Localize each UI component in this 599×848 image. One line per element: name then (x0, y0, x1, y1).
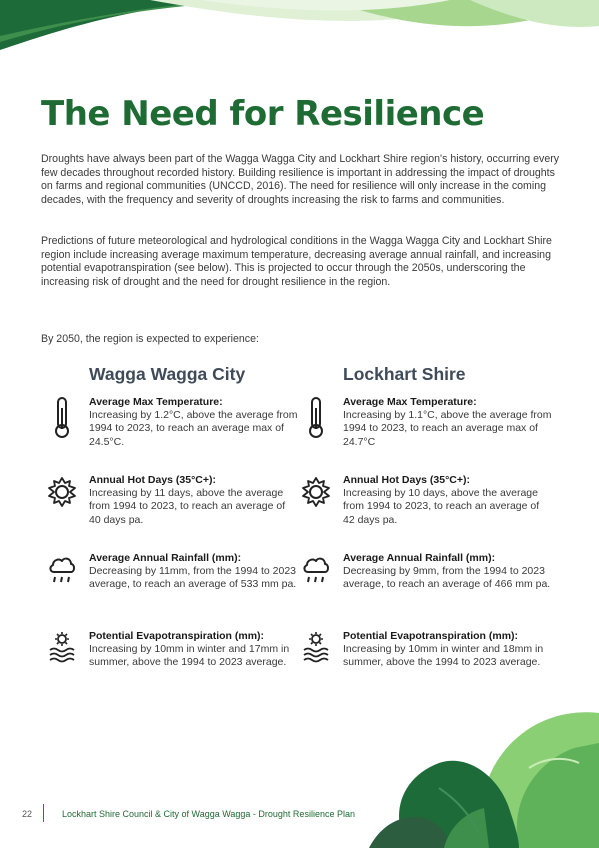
item-title: Average Max Temperature: (89, 396, 223, 408)
item-text: Decreasing by 9mm, from the 1994 to 2023 average, to reach an average of 466 mm pa. (343, 565, 551, 591)
top-leaf-decoration (0, 0, 599, 50)
lockhart-evapotranspiration (343, 630, 553, 670)
item-text: Increasing by 1.2°C, above the average from 1994 to 2023, to reach an average max of 24.5°C. (89, 409, 298, 448)
lockhart-rainfall (343, 552, 553, 592)
item-title: Potential Evapotranspiration (mm): (343, 630, 519, 642)
item-title: Annual Hot Days (35°C+): (343, 474, 471, 486)
item-text: Increasing by 10 days, above the average from 1994 to 2023, to reach an average of 42 days pa. (343, 487, 540, 526)
item-title: Annual Hot Days (35°C+): (89, 474, 217, 486)
wagga-evapotranspiration (89, 630, 299, 670)
lockhart-max-temp (343, 396, 553, 449)
sun-icon (301, 474, 331, 518)
intro-paragraph-1: Droughts have always been part of the Wagga Wagga City and Lockhart Shire region's history, occurring every few decades throughout recorded history. Building resilience is important in addressing the impact of droughts on farms and regional communities (UNCCD, 2016). The need for resilience will only increase in the coming decades, with the frequency and severity of droughts increasing the risk to farms and communities. (41, 153, 560, 206)
evaporation-icon (301, 630, 331, 674)
wagga-wagga-heading: Wagga Wagga City (89, 364, 246, 384)
sun-icon (47, 474, 77, 518)
thermometer-icon (301, 396, 331, 440)
bottom-leaf-decoration (369, 708, 599, 848)
item-title: Potential Evapotranspiration (mm): (89, 630, 265, 642)
item-body: Increasing by 10mm in winter and 18mm in summer, above the 1994 to 2023 average. (343, 643, 544, 669)
rain-cloud-icon (47, 552, 77, 596)
rain-cloud-icon (301, 552, 331, 596)
item-text (89, 630, 299, 670)
item-title: Average Max Temperature: (343, 396, 477, 408)
evaporation-icon (47, 630, 77, 674)
item-text (343, 630, 553, 670)
footer-divider (43, 804, 44, 822)
item-body: Increasing by 10mm in winter and 17mm in summer, above the 1994 to 2023 average. (89, 643, 290, 669)
lockhart-heading: Lockhart Shire (343, 364, 466, 384)
wagga-max-temp (89, 396, 299, 449)
item-title: Average Annual Rainfall (mm): (343, 552, 496, 564)
wagga-hot-days (89, 474, 299, 527)
item-title: Average Annual Rainfall (mm): (89, 552, 242, 564)
intro-paragraph-2: Predictions of future meteorological and hydrological conditions in the Wagga Wagga City and Lockhart Shire region include increasing average maximum temperature, decreasing average annual rainfall, and increasing potential evapotranspiration (see below). This is projected to occur through the 2050s, underscoring the increasing risk of drought and the need for drought resilience in the region. (41, 235, 552, 288)
item-text: Increasing by 1.1°C, above the average from 1994 to 2023, to reach an average max of 24.7°C (343, 409, 552, 448)
thermometer-icon (47, 396, 77, 440)
projection-intro: By 2050, the region is expected to experience: (41, 333, 259, 345)
item-text: Increasing by 11 days, above the average from 1994 to 2023, to reach an average of 40 days pa. (89, 487, 286, 526)
item-text: Decreasing by 11mm, from the 1994 to 2023 average, to reach an average of 533 mm pa. (89, 565, 297, 591)
page-title: The Need for Resilience (41, 94, 485, 134)
wagga-rainfall (89, 552, 299, 592)
footer-title: Lockhart Shire Council & City of Wagga Wagga - Drought Resilience Plan (62, 809, 355, 819)
lockhart-hot-days (343, 474, 553, 527)
page-number: 22 (22, 809, 33, 819)
